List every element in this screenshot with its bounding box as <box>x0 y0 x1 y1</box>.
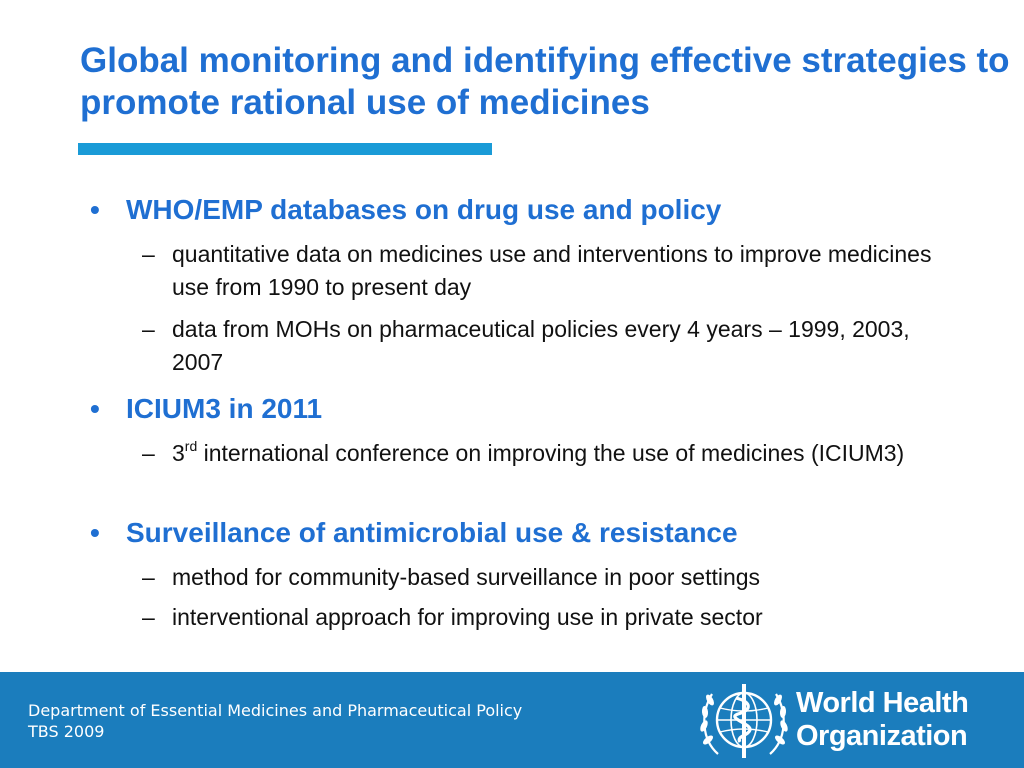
slide-title: Global monitoring and identifying effective strategies to promote rational use of medicines <box>80 41 1010 122</box>
logo-text-line1: World Health <box>796 687 969 719</box>
bullet-1-sub-2-text: data from MOHs on pharmaceutical policies every 4 years – 1999, 2003, 2007 <box>172 316 910 375</box>
sub-marker: – <box>142 604 155 630</box>
sub-marker: – <box>142 241 155 267</box>
event-code: TBS 2009 <box>28 722 105 741</box>
sub-marker: – <box>142 316 155 342</box>
bullet-marker: • <box>90 194 100 225</box>
bullet-3-text: Surveillance of antimicrobial use & resistance <box>126 517 738 548</box>
bullet-1-text: WHO/EMP databases on drug use and policy <box>126 194 722 225</box>
sub-marker: – <box>142 440 155 466</box>
bullet-marker: • <box>90 517 100 548</box>
who-emblem-icon <box>696 678 792 764</box>
bullet-1-sub-1-text: quantitative data on medicines use and interventions to improve medicines use from 1990 to present day <box>172 241 932 300</box>
sub-marker: – <box>142 564 155 590</box>
bullet-2-text: ICIUM3 in 2011 <box>126 393 323 424</box>
bullet-marker: • <box>90 393 100 424</box>
department-name: Department of Essential Medicines and Pharmaceutical Policy <box>28 701 523 720</box>
bullet-3-sub-1-text: method for community-based surveillance in poor settings <box>172 564 761 590</box>
ordinal-suffix: rd <box>184 438 198 455</box>
ordinal-number: 3 <box>172 440 185 466</box>
who-logo <box>696 672 1024 768</box>
footer-text <box>28 700 522 742</box>
bullet-2-sub-1-text <box>172 437 942 470</box>
bullet-3-sub-2-text: interventional approach for improving use in private sector <box>172 604 763 630</box>
conference-description: international conference on improving the use of medicines (ICIUM3) <box>197 440 905 466</box>
logo-text-line2: Organization <box>796 720 968 752</box>
